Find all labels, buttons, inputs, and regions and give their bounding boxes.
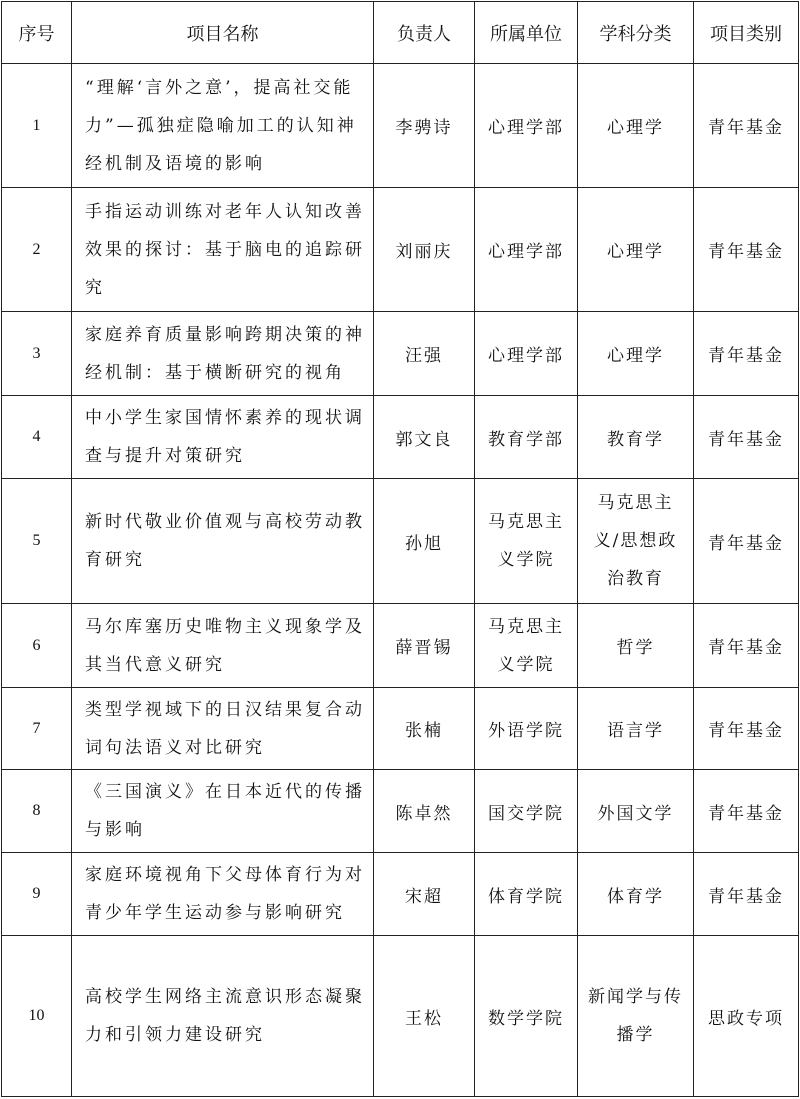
project-name: 中小学生家国情怀素养的现状调查与提升对策研究 xyxy=(72,396,374,479)
row-no: 7 xyxy=(2,688,72,770)
project-category: 青年基金 xyxy=(694,396,799,479)
header-name: 项目名称 xyxy=(72,2,374,64)
header-category: 项目类别 xyxy=(694,2,799,64)
project-name: 类型学视域下的日汉结果复合动词句法语义对比研究 xyxy=(72,688,374,770)
table-row xyxy=(2,770,799,853)
project-category: 青年基金 xyxy=(694,312,799,396)
row-no: 1 xyxy=(2,64,72,188)
table-row xyxy=(2,936,799,1097)
row-no: 4 xyxy=(2,396,72,479)
project-name: 家庭养育质量影响跨期决策的神经机制：基于横断研究的视角 xyxy=(72,312,374,396)
row-no: 3 xyxy=(2,312,72,396)
project-table xyxy=(1,1,799,1097)
project-unit: 心理学部 xyxy=(475,64,578,188)
header-leader: 负责人 xyxy=(374,2,475,64)
project-unit: 心理学部 xyxy=(475,312,578,396)
project-leader: 宋超 xyxy=(374,853,475,936)
table-row xyxy=(2,604,799,688)
project-leader: 郭文良 xyxy=(374,396,475,479)
project-category: 思政专项 xyxy=(694,936,799,1097)
project-unit: 马克思主义学院 xyxy=(475,479,578,604)
project-category: 青年基金 xyxy=(694,188,799,312)
project-category: 青年基金 xyxy=(694,853,799,936)
project-leader: 汪强 xyxy=(374,312,475,396)
header-discipline: 学科分类 xyxy=(578,2,694,64)
header-no: 序号 xyxy=(2,2,72,64)
project-name: “理解‘言外之意’，提高社交能力”—孤独症隐喻加工的认知神经机制及语境的影响 xyxy=(72,64,374,188)
header-row xyxy=(2,2,799,64)
project-unit: 外语学院 xyxy=(475,688,578,770)
row-no: 5 xyxy=(2,479,72,604)
project-discipline: 语言学 xyxy=(578,688,694,770)
project-unit: 数学学院 xyxy=(475,936,578,1097)
table-row xyxy=(2,853,799,936)
project-category: 青年基金 xyxy=(694,604,799,688)
project-category: 青年基金 xyxy=(694,770,799,853)
project-discipline: 心理学 xyxy=(578,312,694,396)
project-leader: 薛晋锡 xyxy=(374,604,475,688)
project-unit: 马克思主义学院 xyxy=(475,604,578,688)
project-category: 青年基金 xyxy=(694,479,799,604)
project-category: 青年基金 xyxy=(694,64,799,188)
header-unit: 所属单位 xyxy=(475,2,578,64)
project-leader: 张楠 xyxy=(374,688,475,770)
project-discipline: 心理学 xyxy=(578,188,694,312)
project-name: 《三国演义》在日本近代的传播与影响 xyxy=(72,770,374,853)
project-unit: 教育学部 xyxy=(475,396,578,479)
row-no: 9 xyxy=(2,853,72,936)
project-unit: 心理学部 xyxy=(475,188,578,312)
project-discipline: 体育学 xyxy=(578,853,694,936)
project-name: 手指运动训练对老年人认知改善效果的探讨：基于脑电的追踪研究 xyxy=(72,188,374,312)
table-row xyxy=(2,64,799,188)
table-row xyxy=(2,479,799,604)
row-no: 6 xyxy=(2,604,72,688)
project-unit: 国交学院 xyxy=(475,770,578,853)
project-name: 高校学生网络主流意识形态凝聚力和引领力建设研究 xyxy=(72,936,374,1097)
project-name: 新时代敬业价值观与高校劳动教育研究 xyxy=(72,479,374,604)
project-leader: 孙旭 xyxy=(374,479,475,604)
row-no: 8 xyxy=(2,770,72,853)
table-row xyxy=(2,312,799,396)
table-row xyxy=(2,188,799,312)
project-leader: 李骋诗 xyxy=(374,64,475,188)
project-discipline: 新闻学与传播学 xyxy=(578,936,694,1097)
project-discipline: 马克思主义/思想政治教育 xyxy=(578,479,694,604)
project-discipline: 哲学 xyxy=(578,604,694,688)
project-leader: 王松 xyxy=(374,936,475,1097)
project-name: 马尔库塞历史唯物主义现象学及其当代意义研究 xyxy=(72,604,374,688)
table-row xyxy=(2,396,799,479)
project-name: 家庭环境视角下父母体育行为对青少年学生运动参与影响研究 xyxy=(72,853,374,936)
row-no: 10 xyxy=(2,936,72,1097)
project-discipline: 教育学 xyxy=(578,396,694,479)
project-leader: 陈卓然 xyxy=(374,770,475,853)
project-unit: 体育学院 xyxy=(475,853,578,936)
project-category: 青年基金 xyxy=(694,688,799,770)
project-leader: 刘丽庆 xyxy=(374,188,475,312)
project-discipline: 心理学 xyxy=(578,64,694,188)
row-no: 2 xyxy=(2,188,72,312)
table-row xyxy=(2,688,799,770)
project-discipline: 外国文学 xyxy=(578,770,694,853)
